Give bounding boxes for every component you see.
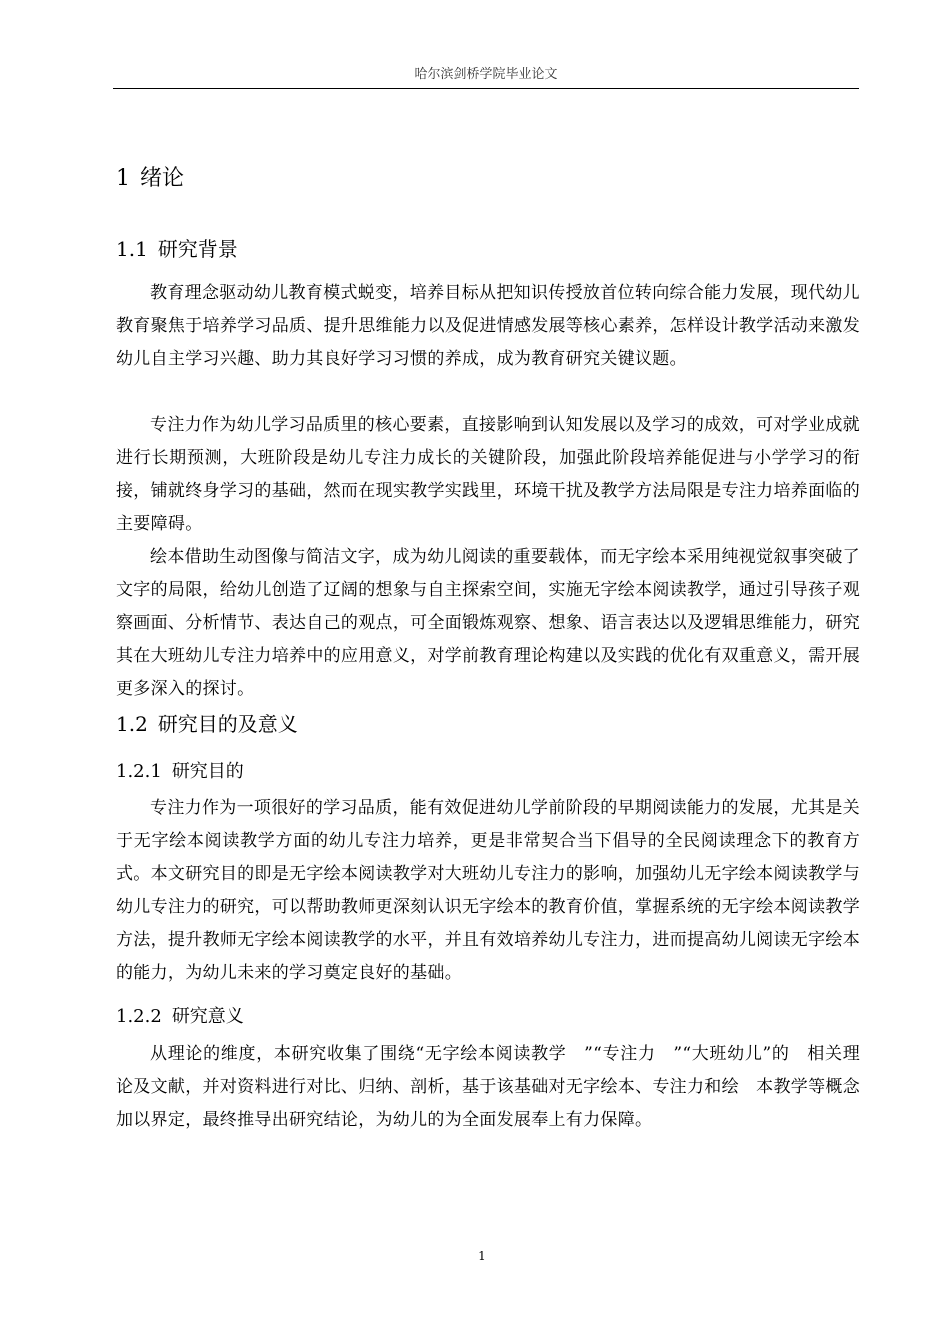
running-header: 哈尔滨剑桥学院毕业论文 — [414, 67, 558, 82]
section-title: 研究背景 — [157, 237, 238, 261]
subsection-number: 1.2.2 — [116, 1006, 162, 1027]
chapter-number: 1 — [116, 166, 130, 191]
paragraph: 绘本借助生动图像与简洁文字，成为幼儿阅读的重要载体，而无字绘本采用纯视觉叙事突破了文字的局限，给幼儿创造了辽阔的想象与自主探索空间，实施无字绘本阅读教学，通过引导孩子观察画面、分析情节、表达自己的观点，可全面锻炼观察、想象、语言表达以及逻辑思维能力，研究其在大班幼儿专注力培养中的应用意义，对学前教育理论构建以及实践的优化有双重意义，需开展更多深入的探讨。 — [116, 547, 860, 699]
page-number: 1 — [478, 1249, 486, 1263]
paragraph: 专注力作为幼儿学习品质里的核心要素，直接影响到认知发展以及学习的成效，可对学业成就进行长期预测，大班阶段是幼儿专注力成长的关键阶段，加强此阶段培养能促进与小学学习的衔接，铺就终身学习的基础，然而在现实教学实践里，环境干扰及教学方法局限是专注力培养面临的主要障碍。 — [116, 415, 860, 534]
chapter-heading — [116, 164, 184, 194]
paragraph: 教育理念驱动幼儿教育模式蜕变，培养目标从把知识传授放首位转向综合能力发展，现代幼儿教育聚焦于培养学习品质、提升思维能力以及促进情感发展等核心素养，怎样设计教学活动来激发幼儿自主学习兴趣、助力其良好学习习惯的养成，成为教育研究关键议题。 — [116, 283, 860, 369]
subsection-title: 研究意义 — [171, 1006, 244, 1027]
chapter-title: 绪论 — [140, 166, 185, 191]
subsection-number: 1.2.1 — [116, 761, 162, 782]
header-divider — [113, 88, 859, 89]
paragraph: 专注力作为一项很好的学习品质，能有效促进幼儿学前阶段的早期阅读能力的发展，尤其是关于无字绘本阅读教学方面的幼儿专注力培养，更是非常契合当下倡导的全民阅读理念下的教育方式。本文研究目的即是无字绘本阅读教学对大班幼儿专注力的影响，加强幼儿无字绘本阅读教学与幼儿专注力的研究，可以帮助教师更深刻认识无字绘本的教育价值，掌握系统的无字绘本阅读教学方法，提升教师无字绘本阅读教学的水平，并且有效培养幼儿专注力，进而提高幼儿阅读无字绘本的能力，为幼儿未来的学习奠定良好的基础。 — [116, 798, 860, 983]
subsection-heading-purpose — [116, 759, 244, 785]
section-heading-purpose-significance — [116, 710, 298, 738]
section-number: 1.1 — [116, 237, 148, 261]
subsection-heading-significance — [116, 1004, 244, 1030]
section-heading-background — [116, 235, 238, 263]
subsection-title: 研究目的 — [171, 761, 244, 782]
paragraph: 从理论的维度，本研究收集了围绕“无字绘本阅读教学 ”“专注力 ”“大班幼儿”的 相关理论及文献，并对资料进行对比、归纳、剖析，基于该基础对无字绘本、专注力和绘 本教学等概念加以界定，最终推导出研究结论，为幼儿的为全面发展奉上有力保障。 — [116, 1044, 860, 1130]
section-title: 研究目的及意义 — [157, 712, 298, 736]
section-number: 1.2 — [116, 712, 148, 736]
